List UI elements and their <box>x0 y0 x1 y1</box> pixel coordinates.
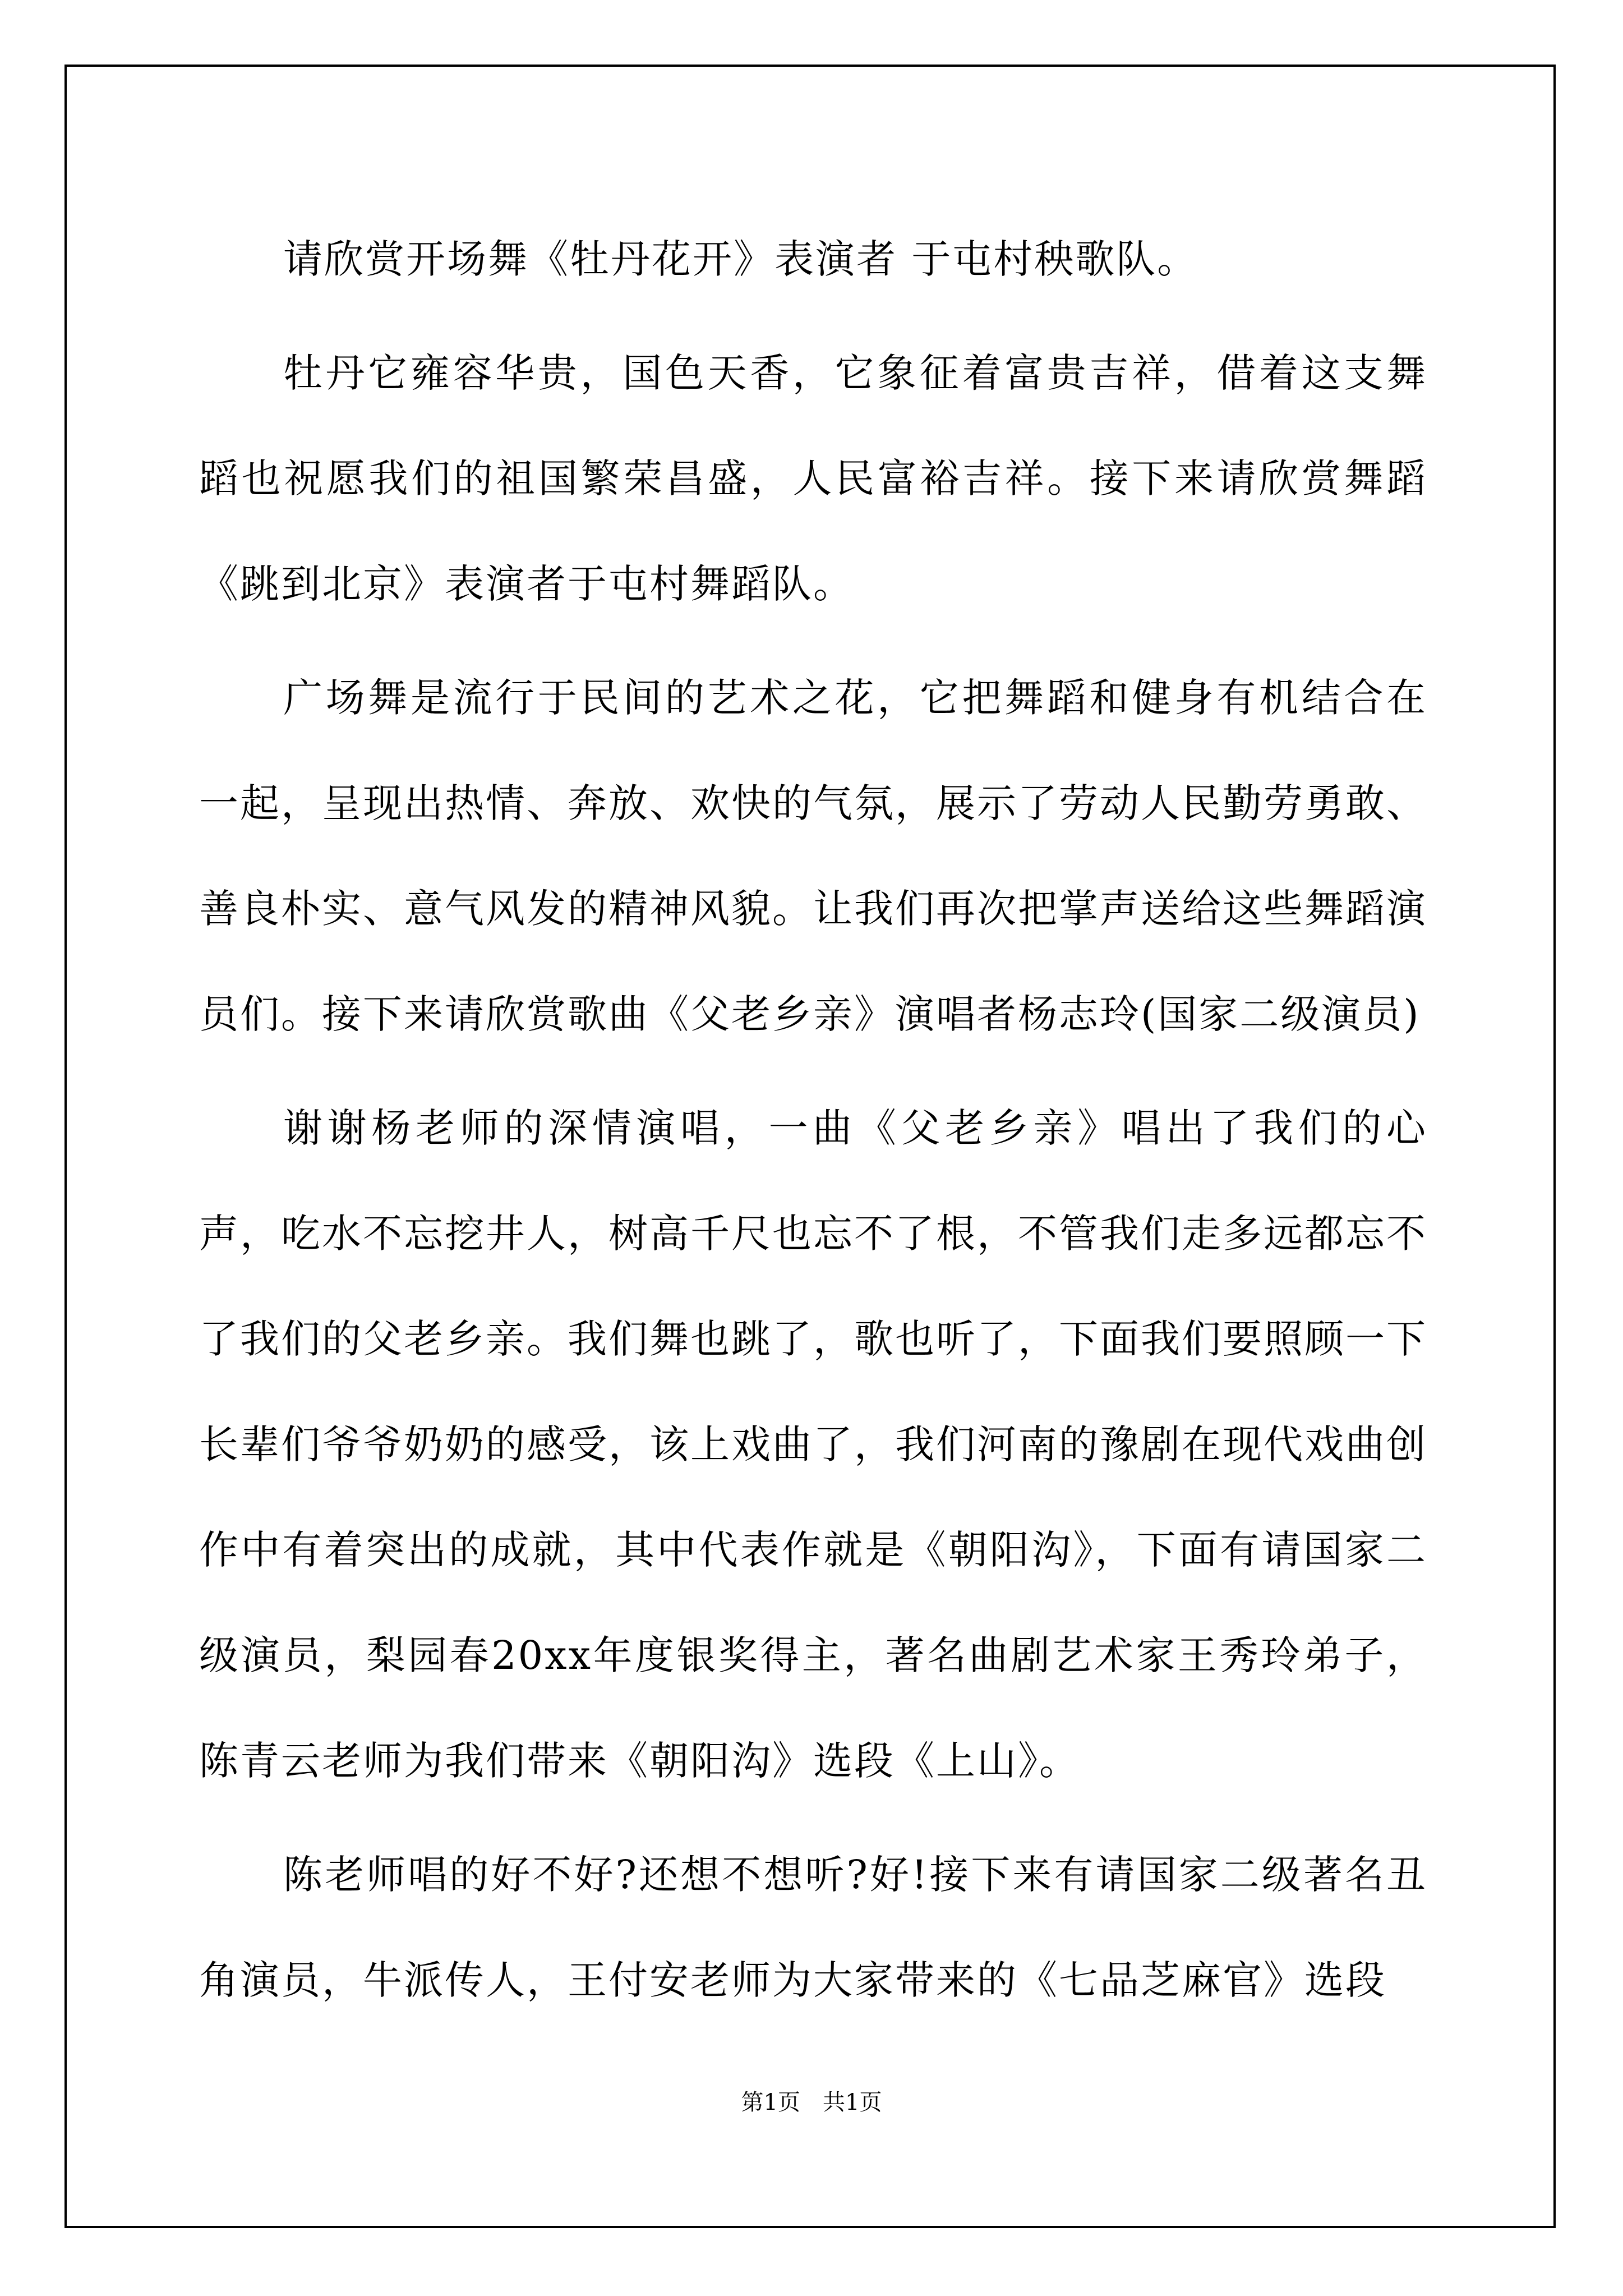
paragraph: 广场舞是流行于民间的艺术之花，它把舞蹈和健身有机结合在一起，呈现出热情、奔放、欢快的气氛，展示了劳动人民勤劳勇敢、善良朴实、意气风发的精神风貌。让我们再次把掌声送给这些舞蹈演员们。接下来请欣赏歌曲《父老乡亲》演唱者杨志玲(国家二级演员) <box>199 675 1427 1037</box>
paragraph: 谢谢杨老师的深情演唱，一曲《父老乡亲》唱出了我们的心声，吃水不忘挖井人，树高千尺也忘不了根，不管我们走多远都忘不了我们的父老乡亲。我们舞也跳了，歌也听了，下面我们要照顾一下长辈们爷爷奶奶的感受，该上戏曲了，我们河南的豫剧在现代戏曲创作中有着突出的成就，其中代表作就是《朝阳沟》，下面有请国家二级演员，梨园春20xx年度银奖得主，著名曲剧艺术家王秀玲弟子，陈青云老师为我们带来《朝阳沟》选段《上山》。 <box>199 1105 1427 1784</box>
document-body <box>199 206 1427 2041</box>
paragraph: 请欣赏开场舞《牡丹花开》表演者 于屯村秧歌队。 <box>283 236 1198 282</box>
paragraph: 陈老师唱的好不好?还想不想听?好!接下来有请国家二级著名丑角演员，牛派传人，王付安老师为大家带来的《七品芝麻官》选段 <box>199 1852 1427 2003</box>
page-footer: 第1页 共1页 <box>741 2090 882 2115</box>
paragraph: 牡丹它雍容华贵，国色天香，它象征着富贵吉祥，借着这支舞蹈也祝愿我们的祖国繁荣昌盛，人民富裕吉祥。接下来请欣赏舞蹈《跳到北京》表演者于屯村舞蹈队。 <box>199 350 1427 607</box>
